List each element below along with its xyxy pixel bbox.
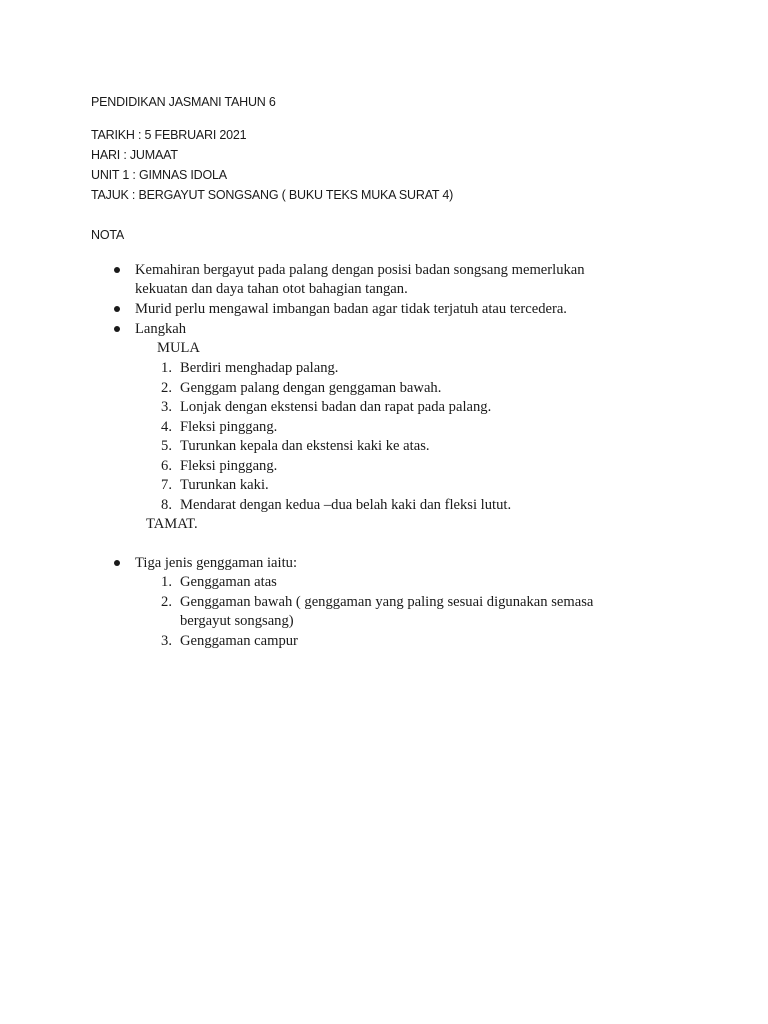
list-number: 1. (161, 360, 172, 376)
bullet-dot (114, 326, 120, 332)
list-item: Genggaman atas (180, 574, 277, 590)
list-number: 3. (161, 633, 172, 649)
day-line: HARI : JUMAAT (91, 148, 178, 162)
list-number: 1. (161, 574, 172, 590)
list-number: 4. (161, 419, 172, 435)
bullet-4: Tiga jenis genggaman iaitu: (135, 555, 297, 571)
date-line: TARIKH : 5 FEBRUARI 2021 (91, 128, 247, 142)
bullet-1-line-2: kekuatan dan daya tahan otot bahagian tangan. (135, 281, 408, 297)
list-item: Turunkan kaki. (180, 477, 269, 493)
bullet-dot (114, 306, 120, 312)
list-number: 3. (161, 399, 172, 415)
list-number: 7. (161, 477, 172, 493)
bullet-2: Murid perlu mengawal imbangan badan agar tidak terjatuh atau tercedera. (135, 301, 567, 317)
list-number: 2. (161, 380, 172, 396)
list-item: Fleksi pinggang. (180, 419, 278, 435)
list-number: 8. (161, 497, 172, 513)
bullet-3: Langkah (135, 321, 187, 337)
list-item-continuation: bergayut songsang) (180, 613, 294, 629)
list-item: Berdiri menghadap palang. (180, 360, 339, 376)
list-number: 5. (161, 438, 172, 454)
steps-end-label: TAMAT. (146, 516, 198, 532)
list-item: Genggaman campur (180, 633, 298, 649)
bullet-1-line-1: Kemahiran bergayut pada palang dengan posisi badan songsang memerlukan (135, 262, 585, 278)
list-item: Fleksi pinggang. (180, 458, 278, 474)
list-item: Genggaman bawah ( genggaman yang paling sesuai digunakan semasa (180, 594, 594, 610)
list-item: Genggam palang dengan genggaman bawah. (180, 380, 442, 396)
list-item: Lonjak dengan ekstensi badan dan rapat pada palang. (180, 399, 492, 415)
list-item: Turunkan kepala dan ekstensi kaki ke atas. (180, 438, 430, 454)
subject-title: PENDIDIKAN JASMANI TAHUN 6 (91, 95, 276, 109)
bullet-dot (114, 560, 120, 566)
topic-line: TAJUK : BERGAYUT SONGSANG ( BUKU TEKS MUKA SURAT 4) (91, 188, 454, 202)
list-item: Mendarat dengan kedua –dua belah kaki dan fleksi lutut. (180, 497, 512, 513)
unit-line: UNIT 1 : GIMNAS IDOLA (91, 168, 227, 182)
list-number: 6. (161, 458, 172, 474)
bullet-dot (114, 267, 120, 273)
list-number: 2. (161, 594, 172, 610)
nota-heading: NOTA (91, 228, 124, 242)
steps-start-label: MULA (157, 340, 200, 356)
